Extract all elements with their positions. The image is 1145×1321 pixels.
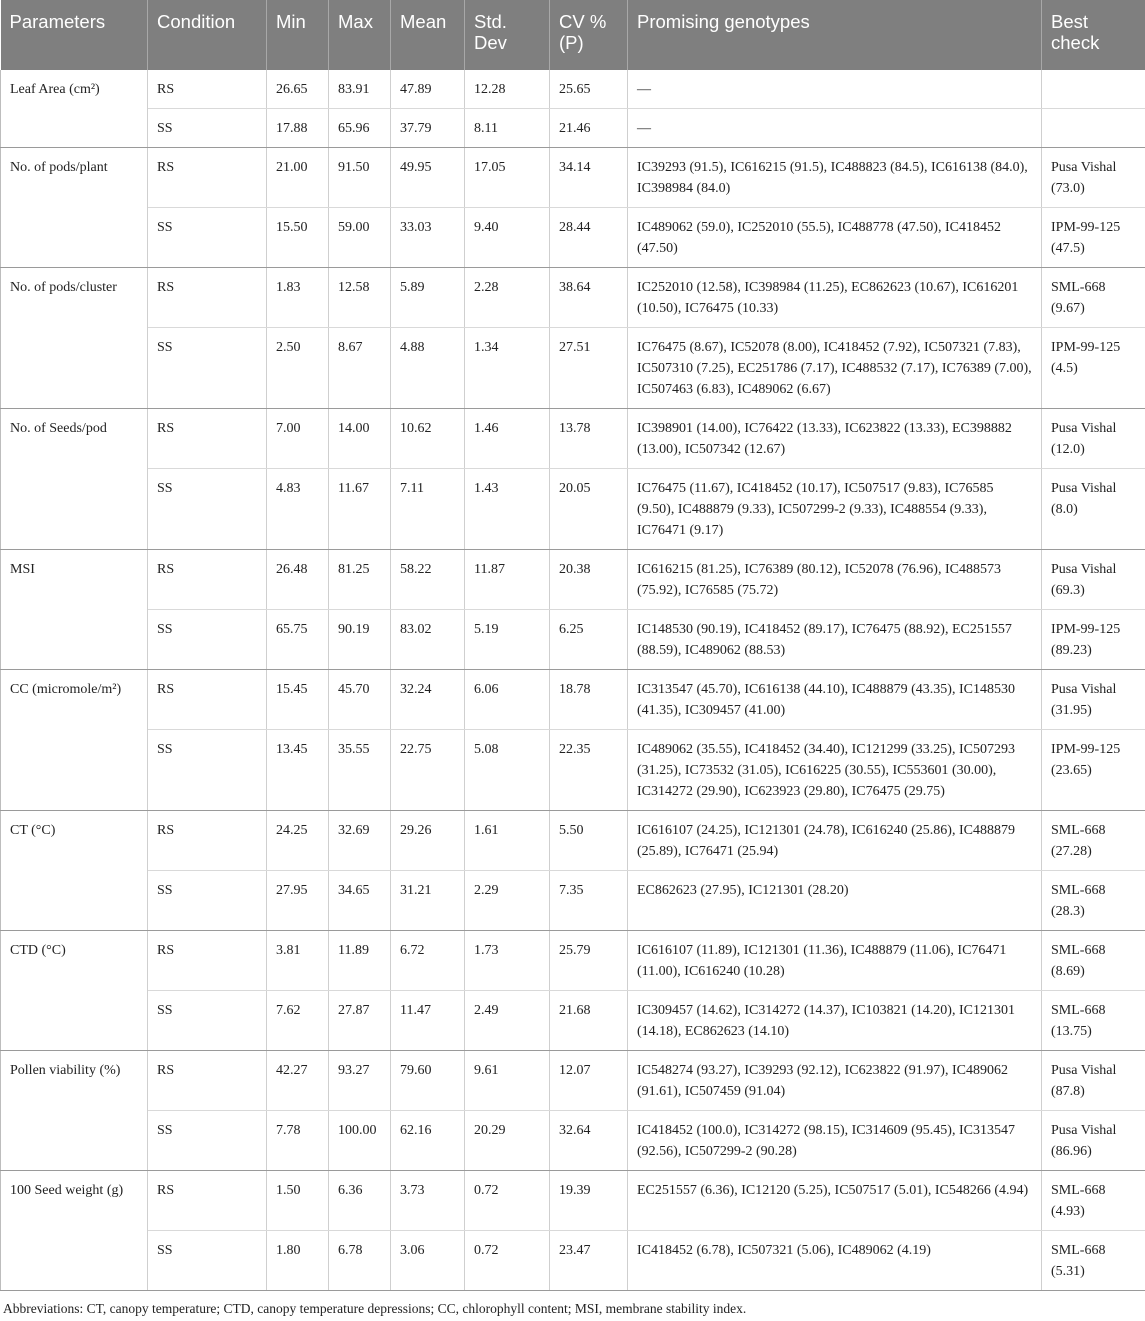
condition-cell: RS [148,670,267,730]
std-dev-cell: 8.11 [465,109,550,148]
cv-cell: 20.05 [550,469,628,550]
best-check-cell: Pusa Vishal (69.3) [1042,550,1145,610]
promising-genotypes-cell: IC76475 (8.67), IC52078 (8.00), IC418452 (7.92), IC507321 (7.83), IC507310 (7.25), EC251786 (7.17), IC488532 (7.17), IC76389 (7.00), IC507463 (6.83), IC489062 (6.67) [628,328,1042,409]
table-row [1,610,1145,670]
max-cell: 45.70 [329,670,391,730]
table-row [1,1231,1145,1291]
condition-cell: SS [148,109,267,148]
best-check-cell: SML-668 (27.28) [1042,811,1145,871]
mean-cell: 33.03 [391,208,465,268]
promising-genotypes-cell: IC489062 (35.55), IC418452 (34.40), IC121299 (33.25), IC507293 (31.25), IC73532 (31.05), IC616225 (30.55), IC553601 (30.00), IC314272 (29.90), IC623923 (29.80), IC76475 (29.75) [628,730,1042,811]
best-check-cell [1042,109,1145,148]
max-cell: 32.69 [329,811,391,871]
best-check-cell: Pusa Vishal (12.0) [1042,409,1145,469]
min-cell: 7.00 [267,409,329,469]
max-cell: 12.58 [329,268,391,328]
promising-genotypes-cell: IC548274 (93.27), IC39293 (92.12), IC623822 (91.97), IC489062 (91.61), IC507459 (91.04) [628,1051,1042,1111]
std-dev-cell: 9.61 [465,1051,550,1111]
max-cell: 11.67 [329,469,391,550]
max-cell: 34.65 [329,871,391,931]
min-cell: 26.65 [267,70,329,109]
mean-cell: 22.75 [391,730,465,811]
table-row [1,208,1145,268]
best-check-cell [1042,70,1145,109]
best-check-cell: IPM-99-125 (23.65) [1042,730,1145,811]
std-dev-cell: 2.49 [465,991,550,1051]
table-row [1,1111,1145,1171]
condition-cell: SS [148,469,267,550]
table-row [1,409,1145,469]
min-cell: 26.48 [267,550,329,610]
std-dev-cell: 2.29 [465,871,550,931]
table-row [1,109,1145,148]
condition-cell: SS [148,1111,267,1171]
table-row [1,811,1145,871]
parameter-cell: CTD (°C) [1,931,148,1051]
cv-cell: 7.35 [550,871,628,931]
cv-cell: 13.78 [550,409,628,469]
min-cell: 15.50 [267,208,329,268]
condition-cell: RS [148,409,267,469]
mean-cell: 49.95 [391,148,465,208]
std-dev-cell: 1.43 [465,469,550,550]
std-dev-cell: 1.34 [465,328,550,409]
best-check-cell: SML-668 (13.75) [1042,991,1145,1051]
mean-cell: 3.06 [391,1231,465,1291]
condition-cell: RS [148,1051,267,1111]
best-check-cell: SML-668 (4.93) [1042,1171,1145,1231]
promising-genotypes-cell: IC418452 (6.78), IC507321 (5.06), IC489062 (4.19) [628,1231,1042,1291]
max-cell: 11.89 [329,931,391,991]
cv-cell: 21.68 [550,991,628,1051]
min-cell: 7.78 [267,1111,329,1171]
min-cell: 27.95 [267,871,329,931]
promising-genotypes-cell: IC252010 (12.58), IC398984 (11.25), EC862623 (10.67), IC616201 (10.50), IC76475 (10.33) [628,268,1042,328]
header-mean: Mean [391,0,465,70]
min-cell: 1.50 [267,1171,329,1231]
condition-cell: SS [148,730,267,811]
max-cell: 83.91 [329,70,391,109]
condition-cell: SS [148,208,267,268]
header-condition: Condition [148,0,267,70]
std-dev-cell: 0.72 [465,1171,550,1231]
condition-cell: RS [148,70,267,109]
mean-cell: 37.79 [391,109,465,148]
condition-cell: RS [148,1171,267,1231]
header-cv: CV % (P) [550,0,628,70]
table-row [1,1051,1145,1111]
best-check-cell: Pusa Vishal (86.96) [1042,1111,1145,1171]
table-row [1,268,1145,328]
best-check-cell: IPM-99-125 (89.23) [1042,610,1145,670]
promising-genotypes-cell: IC616215 (81.25), IC76389 (80.12), IC52078 (76.96), IC488573 (75.92), IC76585 (75.72) [628,550,1042,610]
max-cell: 35.55 [329,730,391,811]
condition-cell: RS [148,811,267,871]
mean-cell: 58.22 [391,550,465,610]
promising-genotypes-cell: — [628,70,1042,109]
header-std-dev: Std. Dev [465,0,550,70]
table-row [1,550,1145,610]
mean-cell: 6.72 [391,931,465,991]
max-cell: 14.00 [329,409,391,469]
table-row [1,469,1145,550]
mean-cell: 11.47 [391,991,465,1051]
max-cell: 6.78 [329,1231,391,1291]
min-cell: 2.50 [267,328,329,409]
header-parameters: Parameters [1,0,148,70]
mean-cell: 3.73 [391,1171,465,1231]
condition-cell: SS [148,991,267,1051]
cv-cell: 19.39 [550,1171,628,1231]
cv-cell: 32.64 [550,1111,628,1171]
parameter-cell: 100 Seed weight (g) [1,1171,148,1291]
min-cell: 15.45 [267,670,329,730]
std-dev-cell: 5.08 [465,730,550,811]
promising-genotypes-cell: IC616107 (24.25), IC121301 (24.78), IC616240 (25.86), IC488879 (25.89), IC76471 (25.94) [628,811,1042,871]
min-cell: 1.83 [267,268,329,328]
table-header [1,0,1145,70]
best-check-cell: Pusa Vishal (8.0) [1042,469,1145,550]
min-cell: 24.25 [267,811,329,871]
min-cell: 21.00 [267,148,329,208]
std-dev-cell: 1.73 [465,931,550,991]
parameter-cell: No. of Seeds/pod [1,409,148,550]
header-promising-genotypes: Promising genotypes [628,0,1042,70]
cv-cell: 28.44 [550,208,628,268]
table-row [1,70,1145,109]
min-cell: 7.62 [267,991,329,1051]
parameter-cell: CT (°C) [1,811,148,931]
parameter-cell: No. of pods/cluster [1,268,148,409]
mean-cell: 32.24 [391,670,465,730]
min-cell: 65.75 [267,610,329,670]
cv-cell: 25.79 [550,931,628,991]
table-row [1,1171,1145,1231]
cv-cell: 20.38 [550,550,628,610]
condition-cell: RS [148,550,267,610]
min-cell: 17.88 [267,109,329,148]
mean-cell: 29.26 [391,811,465,871]
std-dev-cell: 5.19 [465,610,550,670]
promising-genotypes-cell: IC616107 (11.89), IC121301 (11.36), IC488879 (11.06), IC76471 (11.00), IC616240 (10.28) [628,931,1042,991]
best-check-cell: Pusa Vishal (87.8) [1042,1051,1145,1111]
min-cell: 13.45 [267,730,329,811]
condition-cell: RS [148,148,267,208]
best-check-cell: Pusa Vishal (73.0) [1042,148,1145,208]
condition-cell: SS [148,1231,267,1291]
mean-cell: 7.11 [391,469,465,550]
max-cell: 65.96 [329,109,391,148]
table-row [1,871,1145,931]
table-row [1,328,1145,409]
parameter-cell: Pollen viability (%) [1,1051,148,1171]
min-cell: 42.27 [267,1051,329,1111]
mean-cell: 47.89 [391,70,465,109]
promising-genotypes-cell: IC313547 (45.70), IC616138 (44.10), IC488879 (43.35), IC148530 (41.35), IC309457 (41.00) [628,670,1042,730]
mean-cell: 31.21 [391,871,465,931]
max-cell: 27.87 [329,991,391,1051]
cv-cell: 21.46 [550,109,628,148]
table-row [1,730,1145,811]
max-cell: 8.67 [329,328,391,409]
parameter-cell: CC (micromole/m²) [1,670,148,811]
cv-cell: 25.65 [550,70,628,109]
abbreviations-footnote: Abbreviations: CT, canopy temperature; CTD, canopy temperature depressions; CC, chlorophyll content; MSI, membrane stability index. [3,1301,747,1316]
min-cell: 3.81 [267,931,329,991]
promising-genotypes-cell: IC148530 (90.19), IC418452 (89.17), IC76475 (88.92), EC251557 (88.59), IC489062 (88.53) [628,610,1042,670]
promising-genotypes-cell: EC251557 (6.36), IC12120 (5.25), IC507517 (5.01), IC548266 (4.94) [628,1171,1042,1231]
table-body [1,70,1145,1291]
mean-cell: 62.16 [391,1111,465,1171]
condition-cell: SS [148,610,267,670]
best-check-cell: IPM-99-125 (4.5) [1042,328,1145,409]
parameter-cell: Leaf Area (cm²) [1,70,148,148]
header-max: Max [329,0,391,70]
std-dev-cell: 9.40 [465,208,550,268]
best-check-cell: IPM-99-125 (47.5) [1042,208,1145,268]
table-row [1,991,1145,1051]
cv-cell: 38.64 [550,268,628,328]
promising-genotypes-cell: IC489062 (59.0), IC252010 (55.5), IC488778 (47.50), IC418452 (47.50) [628,208,1042,268]
condition-cell: RS [148,931,267,991]
std-dev-cell: 11.87 [465,550,550,610]
header-best-check: Best check [1042,0,1145,70]
best-check-cell: SML-668 (9.67) [1042,268,1145,328]
std-dev-cell: 2.28 [465,268,550,328]
best-check-cell: SML-668 (28.3) [1042,871,1145,931]
promising-genotypes-cell: IC398901 (14.00), IC76422 (13.33), IC623822 (13.33), EC398882 (13.00), IC507342 (12.67) [628,409,1042,469]
mean-cell: 10.62 [391,409,465,469]
std-dev-cell: 6.06 [465,670,550,730]
mean-cell: 5.89 [391,268,465,328]
cv-cell: 23.47 [550,1231,628,1291]
table-row [1,148,1145,208]
std-dev-cell: 20.29 [465,1111,550,1171]
table-row [1,670,1145,730]
promising-genotypes-cell: IC76475 (11.67), IC418452 (10.17), IC507517 (9.83), IC76585 (9.50), IC488879 (9.33), IC507299-2 (9.33), IC488554 (9.33), IC76471 (9.17) [628,469,1042,550]
max-cell: 100.00 [329,1111,391,1171]
best-check-cell: SML-668 (8.69) [1042,931,1145,991]
promising-genotypes-cell: IC39293 (91.5), IC616215 (91.5), IC488823 (84.5), IC616138 (84.0), IC398984 (84.0) [628,148,1042,208]
parameter-cell: No. of pods/plant [1,148,148,268]
max-cell: 91.50 [329,148,391,208]
std-dev-cell: 1.61 [465,811,550,871]
promising-genotypes-cell: EC862623 (27.95), IC121301 (28.20) [628,871,1042,931]
min-cell: 4.83 [267,469,329,550]
max-cell: 6.36 [329,1171,391,1231]
best-check-cell: Pusa Vishal (31.95) [1042,670,1145,730]
std-dev-cell: 0.72 [465,1231,550,1291]
max-cell: 81.25 [329,550,391,610]
condition-cell: RS [148,268,267,328]
cv-cell: 5.50 [550,811,628,871]
promising-genotypes-cell: — [628,109,1042,148]
table-row [1,931,1145,991]
cv-cell: 27.51 [550,328,628,409]
std-dev-cell: 12.28 [465,70,550,109]
mean-cell: 83.02 [391,610,465,670]
cv-cell: 34.14 [550,148,628,208]
condition-cell: SS [148,328,267,409]
condition-cell: SS [148,871,267,931]
cv-cell: 12.07 [550,1051,628,1111]
std-dev-cell: 1.46 [465,409,550,469]
header-min: Min [267,0,329,70]
promising-genotypes-cell: IC418452 (100.0), IC314272 (98.15), IC314609 (95.45), IC313547 (92.56), IC507299-2 (90.28) [628,1111,1042,1171]
parameter-cell: MSI [1,550,148,670]
promising-genotypes-cell: IC309457 (14.62), IC314272 (14.37), IC103821 (14.20), IC121301 (14.18), EC862623 (14.10) [628,991,1042,1051]
cv-cell: 6.25 [550,610,628,670]
std-dev-cell: 17.05 [465,148,550,208]
mean-cell: 79.60 [391,1051,465,1111]
max-cell: 93.27 [329,1051,391,1111]
max-cell: 90.19 [329,610,391,670]
cv-cell: 18.78 [550,670,628,730]
best-check-cell: SML-668 (5.31) [1042,1231,1145,1291]
max-cell: 59.00 [329,208,391,268]
mean-cell: 4.88 [391,328,465,409]
header-row [1,0,1145,70]
cv-cell: 22.35 [550,730,628,811]
min-cell: 1.80 [267,1231,329,1291]
